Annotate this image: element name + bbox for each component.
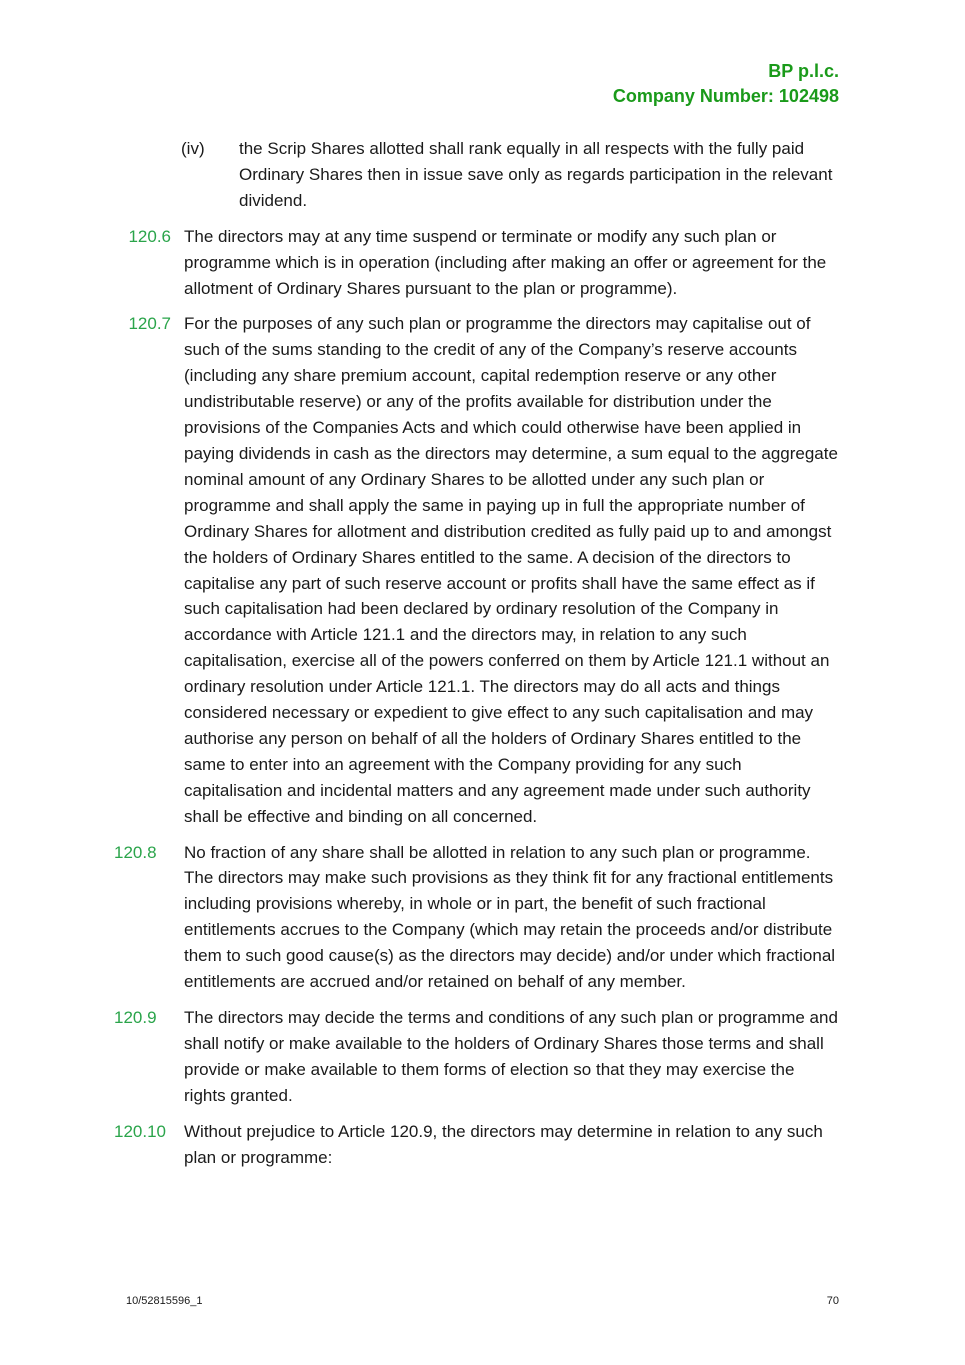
- clause-120-10: [0, 1119, 965, 1171]
- document-body: [0, 136, 965, 1180]
- clause-number: 120.9: [114, 1008, 157, 1027]
- clause-120-8: [0, 840, 965, 995]
- company-number: Company Number: 102498: [612, 86, 839, 106]
- clause-text: Without prejudice to Article 120.9, the directors may determine in relation to any such plan or programme:: [184, 1121, 823, 1167]
- page-number: 70: [826, 1295, 839, 1307]
- sub-item-iv: [0, 136, 965, 214]
- clause-text: The directors may at any time suspend or terminate or modify any such plan or programme which is in operation (including after making an offer or agreement for the allotment of Ordinary Shares pursuant to the plan or programme).: [184, 226, 827, 298]
- company-name: BP p.l.c.: [768, 61, 839, 81]
- sub-item-number: (iv): [181, 139, 205, 158]
- clause-120-6: [0, 224, 965, 302]
- page-header: [613, 59, 839, 109]
- document-reference: 10/52815596_1: [126, 1295, 203, 1307]
- sub-item-text: the Scrip Shares allotted shall rank equally in all respects with the fully paid Ordinary Shares then in issue save only as regards participation in the relevant dividend.: [239, 139, 833, 210]
- clause-text: For the purposes of any such plan or programme the directors may capitalise out of such of the sums standing to the credit of any of the Company’s reserve accounts (including any share premium account, capital redemption reserve or any other undistributable reserve) or any of the profits available for distribution under the provisions of the Companies Acts and which could otherwise have been applied in paying dividends in cash as the directors may determine, a sum equal to the aggregate nominal amount of any Ordinary Shares to be allotted under any such plan or programme and shall apply the same in paying up in full the appropriate number of Ordinary Shares for allotment and distribution credited as fully paid up to and amongst the holders of Ordinary Shares entitled to the same. A decision of the directors to capitalise any part of such reserve account or profits shall have the same effect as if such capitalisation had been declared by ordinary resolution of the Company in accordance with Article 121.1 and the directors may, in relation to any such capitalisation, exercise all of the powers conferred on them by Article 121.1 without an ordinary resolution under Article 121.1. The directors may do all acts and things considered necessary or expedient to give effect to any such capitalisation and may authorise any person on behalf of all the holders of Ordinary Shares entitled to the same to enter into an agreement with the Company providing for any such capitalisation and incidental matters and any agreement made under such authority shall be effective and binding on all concerned.: [184, 314, 838, 826]
- clause-number: 120.6: [128, 226, 171, 246]
- clause-number: 120.7: [128, 314, 171, 334]
- clause-text: The directors may decide the terms and conditions of any such plan or programme and shall notify or make available to the holders of Ordinary Shares those terms and shall provide or make available to them forms of election so that they may exercise the rights granted.: [184, 1008, 838, 1105]
- clause-text: No fraction of any share shall be allotted in relation to any such plan or programme. The directors may make such provisions as they think fit for any fractional entitlements including provisions whereby, in whole or in part, the benefit of such fractional entitlements accrues to the Company (which may retain the proceeds and/or distribute them to such good cause(s) as the directors may decide) and/or under which fractional entitlements are accrued and/or retained on behalf of any member.: [184, 842, 836, 992]
- clause-120-7: [0, 311, 965, 829]
- clause-number: 120.10: [114, 1121, 166, 1141]
- clause-number: 120.8: [114, 842, 157, 862]
- clause-120-9: [0, 1005, 965, 1109]
